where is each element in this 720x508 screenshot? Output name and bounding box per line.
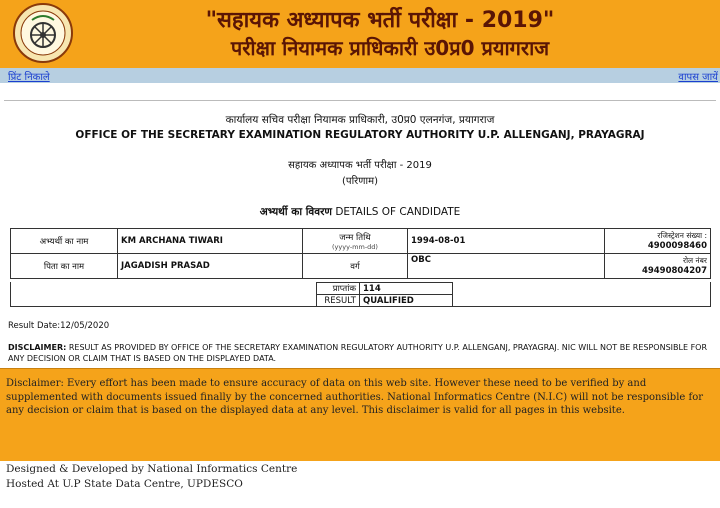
table-row [317, 283, 453, 295]
candidate-name-label: अभ्यर्थी का नाम [11, 229, 118, 254]
roll-value: 49490804207 [641, 266, 707, 276]
registration-label: रजिस्ट्रेशन संख्या : [657, 231, 707, 240]
details-heading [4, 205, 716, 219]
office-name-english: OFFICE OF THE SECRETARY EXAMINATION REGULATORY AUTHORITY U.P. ALLENGANJ, PRAYAGRAJ [75, 129, 645, 141]
category-label: वर्ग [303, 254, 408, 279]
candidate-details-table [10, 228, 711, 279]
details-heading-english: DETAILS OF CANDIDATE [335, 206, 461, 218]
table-row [11, 254, 711, 279]
disclaimer-short-text: RESULT AS PROVIDED BY OFFICE OF THE SECRETARY EXAMINATION REGULATORY AUTHORITY U.P. ALLENGANJ, PRAYAGRAJ. NIC WILL NOT BE RESPONSIBLE FOR ANY DECISION OR CLAIM THAT IS BASED ON THE DISPLAYED DATA. [8, 343, 708, 363]
dob-format: (yyyy-mm-dd) [332, 242, 378, 251]
details-heading-hindi: अभ्यर्थी का विवरण [259, 206, 332, 218]
table-row [11, 229, 711, 254]
link-bar [0, 68, 720, 83]
result-value: QUALIFIED [360, 295, 453, 307]
result-heading: (परिणाम) [342, 176, 378, 187]
disclaimer-short-label: DISCLAIMER: [8, 343, 67, 352]
result-date: Result Date:12/05/2020 [8, 321, 110, 331]
result-panel [4, 100, 716, 369]
score-table [316, 282, 453, 307]
footer-hosted-at: Hosted At U.P State Data Centre, UPDESCO [6, 478, 243, 490]
marks-value: 114 [360, 283, 453, 295]
dob-label-cell [303, 229, 408, 254]
father-name-value: JAGADISH PRASAD [118, 254, 303, 279]
page-title: "सहायक अध्यापक भर्ती परीक्षा - 2019" [205, 8, 555, 33]
roll-label: रोल नंबर [683, 256, 707, 265]
office-name-hindi: कार्यालय सचिव परीक्षा नियामक प्राधिकारी, उ0प्र0 एलनगंज, प्रयागराज [225, 114, 495, 126]
disclaimer-short [8, 342, 716, 364]
registration-cell [605, 229, 711, 254]
page-subtitle: परीक्षा नियामक प्राधिकारी उ0प्र0 प्रयागराज [230, 36, 550, 60]
registration-value: 4900098460 [647, 241, 707, 251]
disclaimer-long: Disclaimer: Every effort has been made to ensure accuracy of data on this web site. However these need to be verified by and supplemented with documents issued finally by the concerned authorities. National Informatics Centre (N.I.C) will not be responsible for any decision or claim that is based on the displayed data at any level. This disclaimer is valid for all pages in this website. [6, 378, 704, 416]
father-name-label: पिता का नाम [11, 254, 118, 279]
print-link[interactable]: प्रिंट निकाले [8, 72, 50, 83]
dob-label: जन्म तिथि [339, 232, 371, 243]
dob-value: 1994-08-01 [408, 229, 605, 254]
up-government-emblem-icon [12, 2, 74, 64]
exam-name: सहायक अध्यापक भर्ती परीक्षा - 2019 [288, 160, 432, 171]
roll-cell [605, 254, 711, 279]
header-banner [0, 0, 720, 68]
back-link[interactable]: वापस जायें [678, 72, 718, 83]
disclaimer-banner [0, 368, 720, 461]
category-value: OBC [408, 254, 605, 279]
footer-designed-by: Designed & Developed by National Informatics Centre [6, 463, 298, 475]
result-label: RESULT [317, 295, 360, 307]
table-row [317, 295, 453, 307]
candidate-name-value: KM ARCHANA TIWARI [118, 229, 303, 254]
marks-label: प्राप्तांक [317, 283, 360, 295]
